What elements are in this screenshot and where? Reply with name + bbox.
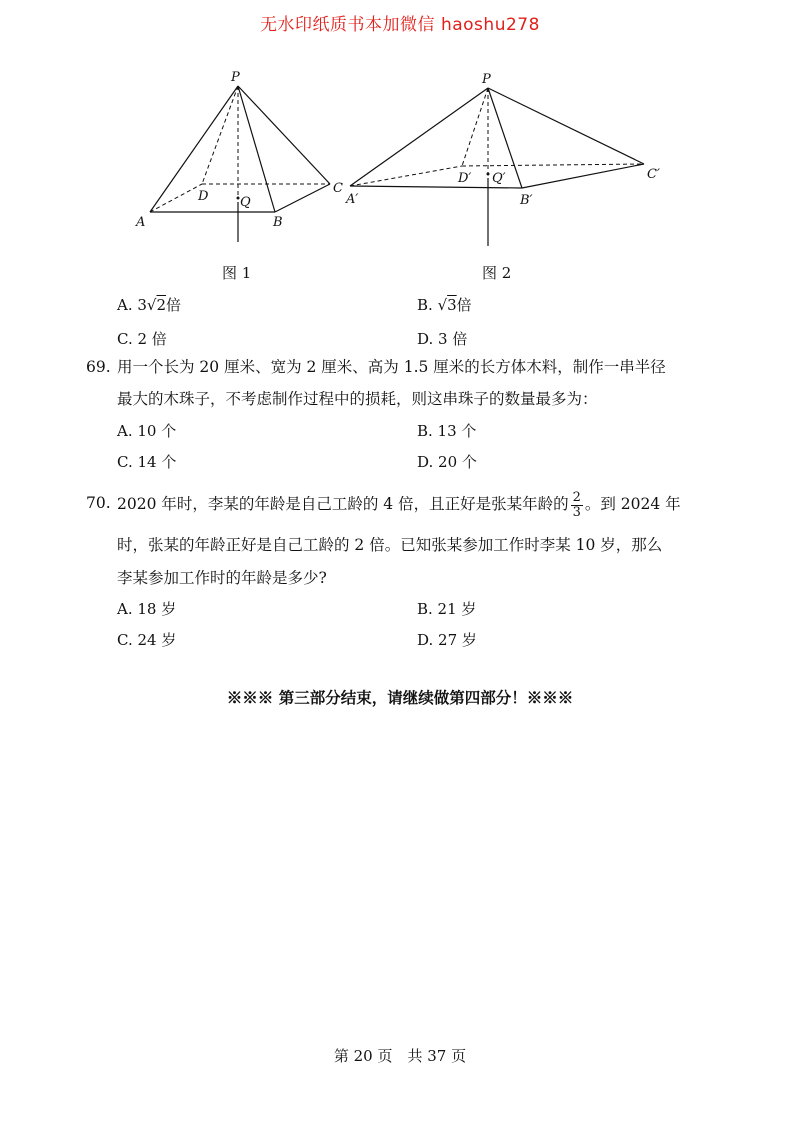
q70-number: 70.: [86, 494, 111, 512]
fig1-label-c: C: [333, 181, 343, 196]
q70-line-2: 时，张某的年龄正好是自己工龄的 2 倍。已知张某参加工作时李某 10 岁，那么: [117, 536, 663, 554]
fig2-label-b: B′: [520, 193, 533, 208]
fig2-label-c: C′: [647, 167, 660, 182]
q69-option-a: A. 10 个: [117, 422, 177, 440]
q68-option-d: D. 3 倍: [417, 330, 468, 348]
fig2-label-a: A′: [346, 192, 359, 207]
page-footer: 第 20 页 共 37 页: [333, 1047, 467, 1065]
q70-line-1: 2020 年时，李某的年龄是自己工龄的 4 倍，且正好是张某年龄的 $\frac{2}{3}$ 。到 2024 年: [117, 489, 681, 520]
sqrt-symbol: √: [146, 296, 157, 314]
figure-1-pyramid: [130, 66, 360, 246]
fig1-label-a: A: [136, 215, 146, 230]
fig2-label-q: Q′: [492, 171, 506, 186]
watermark-text: 无水印纸质书本加微信 haoshu278: [260, 15, 540, 35]
q68-option-a: A. 3√2倍: [117, 296, 182, 314]
sqrt-symbol: √: [437, 296, 448, 314]
fraction-two-thirds: $\frac{2}{3}$: [572, 489, 581, 520]
figure-2-pyramid: [340, 66, 680, 251]
q70-option-d: D. 27 岁: [417, 631, 477, 649]
q68-option-c: C. 2 倍: [117, 330, 167, 348]
fig1-label-p: P: [231, 70, 240, 85]
figure-2-caption: 图 2: [482, 264, 512, 282]
fig1-label-d: D: [198, 189, 209, 204]
fig2-label-p: P: [482, 72, 491, 87]
q70-option-b: B. 21 岁: [417, 600, 477, 618]
q69-number: 69.: [86, 358, 111, 376]
q69-option-b: B. 13 个: [417, 422, 477, 440]
q70-option-c: C. 24 岁: [117, 631, 177, 649]
q70-line-3: 李某参加工作时的年龄是多少?: [117, 569, 327, 587]
section-end-notice: ※※※ 第三部分结束，请继续做第四部分！※※※: [226, 688, 574, 707]
q69-line-1: 用一个长为 20 厘米、宽为 2 厘米、高为 1.5 厘米的长方体木料，制作一串半径: [117, 358, 666, 376]
q69-option-c: C. 14 个: [117, 453, 177, 471]
q69-line-2: 最大的木珠子，不考虑制作过程中的损耗，则这串珠子的数量最多为：: [117, 390, 598, 408]
fig1-label-b: B: [273, 215, 283, 230]
fig2-label-d: D′: [458, 171, 472, 186]
fig1-label-q: Q: [240, 195, 251, 210]
q69-option-d: D. 20 个: [417, 453, 477, 471]
q68-option-b: B. √3倍: [417, 296, 472, 314]
figure-1-caption: 图 1: [222, 264, 252, 282]
q70-option-a: A. 18 岁: [117, 600, 177, 618]
